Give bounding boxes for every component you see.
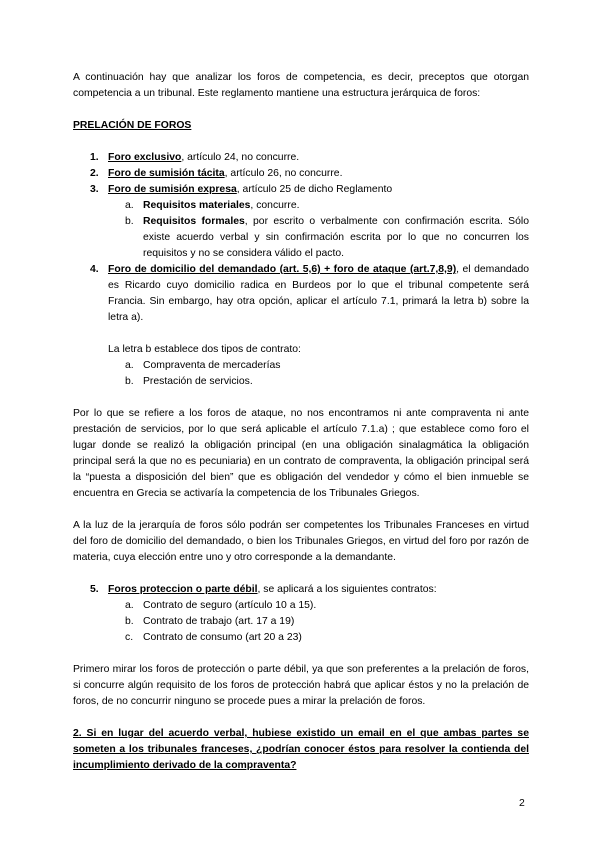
ataque-paragraph: Por lo que se refiere a los foros de ataque, no nos encontramos ni ante compraventa ni ante prestación de servicios, por lo que será aplicable el artículo 7.1.a) ; que establece como foro el lugar donde se realizó la obligación principal (en una obligación sinalagmática la obligación principal será la que no es pecuniaria) en un contrato de compraventa, la obligación principal será la “puesta a disposición del bien” que es obligación del vendedor y cómo el bien inmueble se encuentra en Grecia se activaría la competencia de los Tribunales Griegos. [73,408,529,499]
sub-term: Requisitos materiales [143,200,251,211]
item-term: Foro de sumisión expresa [108,184,237,195]
sub-letter: c. [125,632,134,643]
page-content [73,70,529,774]
item-number: 3. [90,184,99,195]
sub-text: Contrato de trabajo (art. 17 a 19) [143,616,295,627]
sublist-item-5c [73,630,529,646]
sub-letter: b. [125,216,134,227]
item-text: , artículo 25 de dicho Reglamento [236,184,393,195]
sublist-item-5b [73,614,529,630]
sublist-letra-a [73,358,529,374]
item-number: 2. [90,168,99,179]
sub-text: , por escrito o verbalmente con confirmación escrita. Sólo existe acuerdo verbal y sin confirmación escrita por lo que no concurren los requisitos y no se considera válido el pacto. [143,216,529,259]
sub-text: Prestación de servicios. [143,376,253,387]
sublist-item-3b [73,214,529,262]
sub-text: Contrato de consumo (art 20 a 23) [143,632,302,643]
item-number: 1. [90,152,99,163]
list-item-4 [73,262,529,326]
sub-letter: a. [125,200,134,211]
sub-text: Compraventa de mercaderías [143,360,281,371]
sublist-letra-b [73,374,529,390]
question-heading: 2. Si en lugar del acuerdo verbal, hubiese existido un email en el que ambas partes se someten a los tribunales franceses, ¿podrían conocer éstos para resolver la contienda del incumplimiento derivado de la compraventa? [73,728,529,771]
sub-text: Contrato de seguro (artículo 10 a 15). [143,600,317,611]
list-item-3 [73,182,529,198]
list-item-2 [73,166,529,182]
sub-letter: b. [125,376,134,387]
item-term: Foro exclusivo [108,152,182,163]
item-text: , se aplicará a los siguientes contratos: [257,584,437,595]
item-term: Foro de domicilio del demandado (art. 5,6) + foro de ataque (art.7,8,9) [108,264,457,275]
item-text: , artículo 26, no concurre. [224,168,343,179]
intro-paragraph: A continuación hay que analizar los foros de competencia, es decir, preceptos que otorgan competencia a un tribunal. Este reglamento mantiene una estructura jerárquica de foros: [73,72,529,99]
sub-term: Requisitos formales [143,216,245,227]
list-item-5 [73,582,529,598]
page-number: 2 [519,798,525,809]
sub-text: , concurre. [250,200,300,211]
sublist-item-5a [73,598,529,614]
item-term: Foros proteccion o parte débil [108,584,258,595]
letra-b-text: La letra b establece dos tipos de contrato: [108,344,301,355]
luz-paragraph: A la luz de la jerarquía de foros sólo podrán ser competentes los Tribunales Franceses en virtud del foro de domicilio del demandado, o bien los Tribunales Griegos, en virtud del foro por razón de materia, cuya elección entre uno y otro corresponde a la demandante. [73,520,529,563]
section-heading: PRELACIÓN DE FOROS [73,120,192,131]
item-text: , artículo 24, no concurre. [181,152,300,163]
item-text: , el demandado es Ricardo cuyo domicilio radica en Burdeos por lo que el tribunal competente será Francia. Sin embargo, hay otra opción, aplicar el artículo 7.1, primará la letra b) sobre la letra a). [108,264,529,323]
item-number: 5. [90,584,99,595]
sublist-item-3a [73,198,529,214]
item-term: Foro de sumisión tácita [108,168,225,179]
primero-paragraph: Primero mirar los foros de protección o parte débil, ya que son preferentes a la prelación de foros, si concurre algún requisito de los foros de protección habrá que aplicar éstos y no la prelación de foros, de no concurrir ninguno se procede pues a mirar la prelación de foros. [73,664,529,707]
item-number: 4. [90,264,99,275]
sub-letter: b. [125,616,134,627]
list-item-1 [73,150,529,166]
sub-letter: a. [125,360,134,371]
sub-letter: a. [125,600,134,611]
prelacion-list [73,150,529,198]
